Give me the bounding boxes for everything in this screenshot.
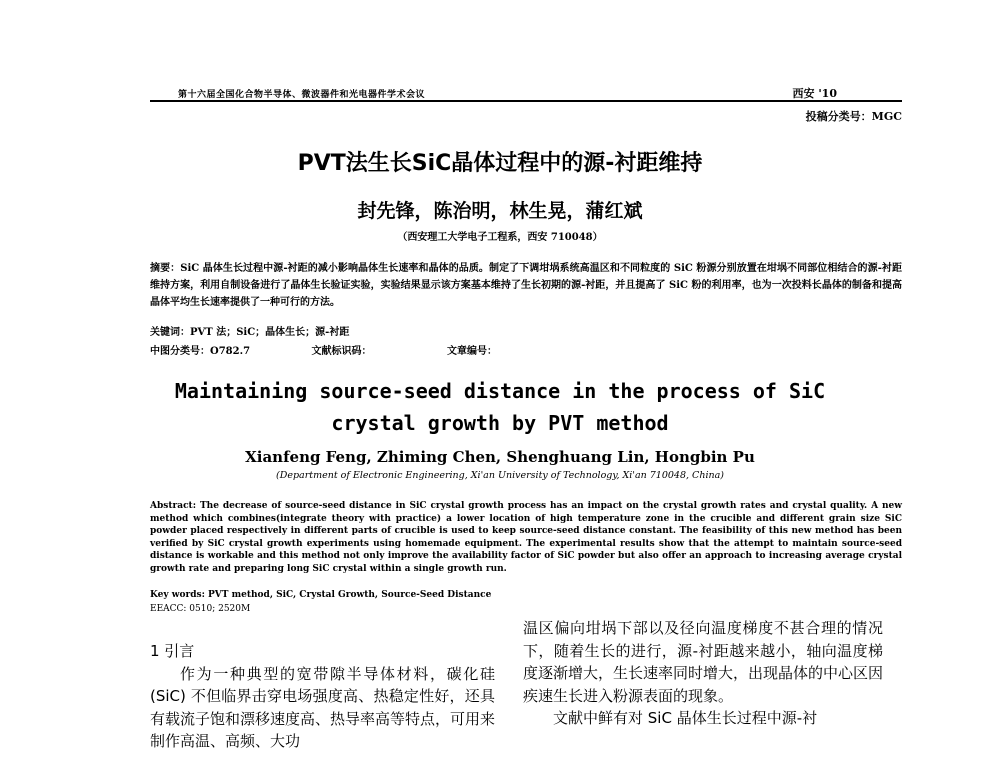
authors-cn: 封先锋，陈治明，林生晃，蒲红斌 bbox=[357, 200, 643, 222]
body-paragraph: 温区偏向坩埚下部以及径向温度梯度不甚合理的情况下，随着生长的进行，源-衬距越来越小，轴向温度梯度逐渐增大，生长速率同时增大，出现晶体的中心区因疾速生长进入粉源表面的现象。 bbox=[523, 619, 884, 705]
running-header bbox=[150, 80, 902, 100]
conference-name: 第十六届全国化合物半导体、微波器件和光电器件学术会议 bbox=[178, 90, 426, 100]
abstract-cn: 摘要：SiC 晶体生长过程中源-衬距的减小影响晶体生长速率和晶体的品质。制定了下调坩埚系统高温区和不同粒度的 SiC 粉源分别放置在坩埚不同部位相结合的源-衬距维持方案，利用自制设备进行了晶体生长验证实验，实验结果显示该方案基本维持了生长初期的源-衬距，并且提高了 SiC 粉的利用率，也为一次投料长晶体的制备和提高晶体平均生长速率提供了一种可行的方法。 bbox=[150, 263, 902, 308]
submission-classification: 投稿分类号：MGC bbox=[805, 110, 902, 123]
article-number: 文章编号： bbox=[446, 346, 497, 357]
keywords-en: Key words: PVT method, SiC, Crystal Growth, Source-Seed Distance bbox=[150, 590, 492, 600]
classification-line-cn bbox=[150, 342, 497, 357]
header-rule bbox=[150, 100, 902, 102]
title-en-line2: crystal growth by PVT method bbox=[331, 411, 669, 435]
keywords-cn: 关键词：PVT 法；SiC；晶体生长；源-衬距 bbox=[150, 327, 350, 338]
authors-en: Xianfeng Feng, Zhiming Chen, Shenghuang Lin, Hongbin Pu bbox=[245, 448, 755, 466]
title-en-line1: Maintaining source-seed distance in the process of SiC bbox=[174, 379, 826, 403]
paper-title-en bbox=[0, 375, 1000, 439]
body-column-right bbox=[523, 617, 883, 730]
affiliation-en: (Department of Electronic Engineering, Xi'an University of Technology, Xi'an 710048, China) bbox=[276, 470, 724, 481]
paper-title-cn: PVT法生长SiC晶体过程中的源-衬距维持 bbox=[297, 151, 703, 176]
abstract-en: Abstract: The decrease of source-seed distance in SiC crystal growth process has an impact on the crystal growth rates and crystal quality. A new method which combines(integrate theory with practice) a lower location of high temperature zone in the crucible and different grain size SiC powder placed respectively in different parts of crucible is used to keep source-seed distance constant. The feasibility of this new method has been verified by SiC crystal growth experiments using homemade equipment. The experimental results show that the attempt to maintain source-seed distance is workable and this method not only improve the availability factor of SiC powder but also offer an approach to increasing average crystal growth rate and preparing long SiC crystal within a single growth run. bbox=[150, 501, 902, 574]
body-paragraph: 文献中鲜有对 SiC 晶体生长过程中源-衬 bbox=[553, 709, 818, 727]
section-heading: 1 引言 bbox=[150, 642, 195, 660]
location-year: 西安 '10 bbox=[792, 87, 837, 100]
eeacc-code: EEACC: 0510; 2520M bbox=[150, 604, 251, 614]
clc-number: 中图分类号：O782.7 bbox=[150, 346, 251, 357]
affiliation-cn: （西安理工大学电子工程系，西安 710048） bbox=[397, 232, 603, 243]
body-paragraph: 作为一种典型的宽带隙半导体材料，碳化硅(SiC) 不但临界击穿电场强度高、热稳定性好，还具有载流子饱和漂移速度高、热导率高等特点，可用来制作高温、高频、大功 bbox=[150, 664, 496, 750]
document-code: 文献标识码： bbox=[311, 346, 372, 357]
body-column-left bbox=[150, 640, 495, 753]
